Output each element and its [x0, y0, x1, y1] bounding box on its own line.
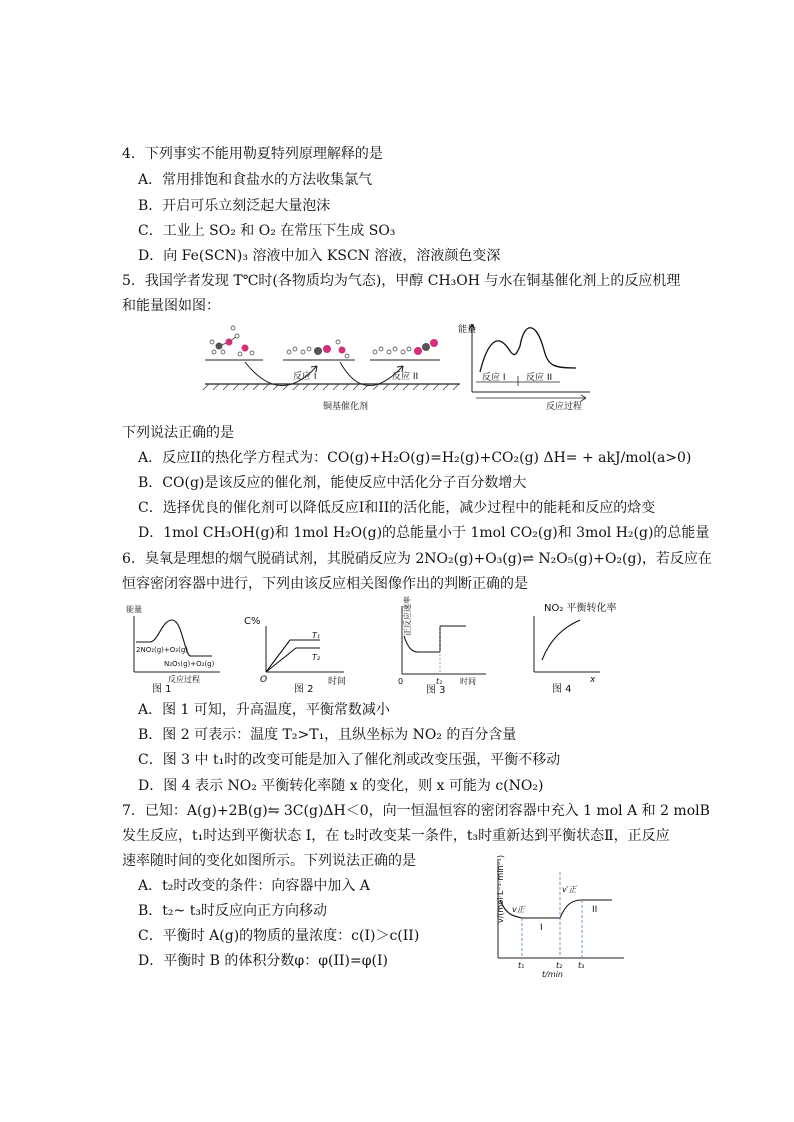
energy-curve: [480, 328, 576, 372]
q7-t3-label: t₃: [578, 961, 585, 970]
fig4-caption: 图 4: [552, 684, 572, 695]
q7-rate-state2: [560, 900, 612, 918]
fig3-t1-label: t₁: [436, 677, 443, 686]
fig4-curve: [542, 620, 580, 660]
reaction-progress-label: 反应过程: [546, 402, 583, 412]
fig1-ylabel: 能量: [126, 605, 142, 614]
molecule-methanol-water: [210, 326, 254, 356]
energy-step1-label: 反应 I: [482, 373, 506, 383]
q7-option-c: C．平衡时 A(g)的物质的量浓度：c(I)＞c(II): [138, 928, 420, 944]
q7-rate-figure: [478, 854, 628, 979]
fig2-ylabel: C%: [244, 616, 261, 627]
energy-step2-label: 反应 II: [526, 373, 553, 383]
q5-option-b: B．CO(g)是该反应的催化剂，能使反应中活化分子百分数增大: [138, 475, 527, 491]
fig4-title: NO₂ 平衡转化率: [544, 603, 617, 614]
step1-label: 反应 I: [293, 372, 317, 382]
fig3-origin: 0: [398, 677, 404, 686]
fig2-t2-label: T₂: [312, 653, 321, 662]
q7-rate-state1: [500, 900, 560, 918]
q7-option-b: B．t₂~ t₃时反应向正方向移动: [138, 903, 327, 919]
q5-option-d: D．1mol CH₃OH(g)和 1mol H₂O(g)的总能量小于 1mol CO₂(g)和 3mol H₂(g)的总能量: [138, 525, 710, 541]
fig3-caption: 图 3: [426, 685, 446, 696]
q6-stem-line1: 6．臭氧是理想的烟气脱硝试剂，其脱硝反应为 2NO₂(g)+O₃(g)⇌ N₂O₅(g)+O₂(g)，若反应在: [122, 551, 712, 567]
q7-t2-label: t₂: [556, 961, 563, 970]
q6-figure-1: [124, 602, 224, 694]
q4-option-a: A．常用排饱和食盐水的方法收集氯气: [138, 172, 373, 188]
fig1-xlabel: 反应过程: [168, 675, 200, 684]
fig2-t1-label: T₁: [312, 631, 321, 640]
q7-stem-line3: 速率随时间的变化如图所示。下列说法正确的是: [122, 853, 416, 869]
q5-stem-line2: 和能量图如图：: [122, 298, 220, 314]
fig2-caption: 图 2: [294, 684, 314, 695]
q5-option-a: A．反应II的热化学方程式为：CO(g)+H₂O(g)=H₂(g)+CO₂(g) ΔH= + akJ/mol(a>0): [138, 450, 692, 466]
fig3-ylabel: 正反应速率: [403, 596, 412, 636]
q7-v1-label: v正: [512, 905, 525, 914]
q6-option-a: A．图 1 可知，升高温度，平衡常数减小: [138, 702, 390, 718]
fig2-origin: O: [260, 675, 268, 685]
fig1-products: N₂O₅(g)+O₂(g): [164, 660, 215, 668]
q6-option-d: D．图 4 表示 NO₂ 平衡转化率随 x 的变化，则 x 可能为 c(NO₂): [138, 778, 544, 794]
q7-xlabel: t/min: [542, 970, 563, 979]
q7-state1-label: I: [540, 923, 543, 933]
q5-option-c: C．选择优良的催化剂可以降低反应I和II的活化能，减少过程中的能耗和反应的焓变: [138, 500, 656, 516]
molecule-products: [373, 339, 438, 355]
q6-stem-line2: 恒容密闭容器中进行，下列由该反应相关图像作出的判断正确的是: [122, 576, 528, 592]
catalyst-label: 铜基催化剂: [323, 402, 369, 412]
energy-axis-label: 能量: [458, 325, 477, 335]
surface-hatching: [203, 384, 459, 390]
q4-option-d: D．向 Fe(SCN)₃ 溶液中加入 KSCN 溶液，溶液颜色变深: [138, 248, 501, 264]
q6-figure-3: [382, 596, 492, 696]
fig4-xlabel: x: [590, 675, 596, 685]
q6-figure-4: [528, 600, 638, 694]
fig1-reactants: 2NO₂(g)+O₃(g): [136, 646, 188, 654]
q7-state2-label: II: [592, 905, 598, 915]
molecule-intermediate: [287, 340, 349, 358]
q6-option-b: B．图 2 可表示：温度 T₂>T₁，且纵坐标为 NO₂ 的百分含量: [138, 727, 517, 743]
q4-option-c: C．工业上 SO₂ 和 O₂ 在常压下生成 SO₃: [138, 223, 396, 239]
step2-label: 反应 II: [392, 372, 419, 382]
fig1-caption: 图 1: [152, 684, 172, 695]
q5-lead: 下列说法正确的是: [122, 425, 234, 441]
q7-option-a: A．t₂时改变的条件：向容器中加入 A: [138, 878, 370, 894]
q6-option-c: C．图 3 中 t₁时的改变可能是加入了催化剂或改变压强，平衡不移动: [138, 752, 561, 768]
q7-v2-label: v′正: [562, 885, 577, 894]
q7-t1-label: t₁: [518, 961, 525, 970]
fig3-rate-before: [404, 636, 440, 652]
q5-energy-figure: [458, 320, 593, 410]
q7-stem-line2: 发生反应，t₁时达到平衡状态 I，在 t₂时改变某一条件，t₃时重新达到平衡状态Ⅱ，正反应: [122, 828, 670, 844]
fig2-xlabel: 时间: [328, 677, 347, 687]
q5-stem-line1: 5．我国学者发现 T℃时(各物质均为气态)，甲醇 CH₃OH 与水在铜基催化剂上的反应机理: [122, 273, 681, 289]
q7-option-d: D．平衡时 B 的体积分数φ：φ(II)=φ(I): [138, 953, 388, 969]
q7-stem-line1: 7．已知：A(g)+2B(g)⇋ 3C(g)ΔH＜0，向一恒温恒容的密闭容器中充入 1 mol A 和 2 molB: [122, 803, 710, 819]
q4-option-b: B．开启可乐立刻泛起大量泡沫: [138, 198, 331, 214]
q6-figure-2: [240, 612, 350, 694]
q7-fig-ylabel: v/(mol·L⁻¹·min⁻¹): [496, 854, 505, 923]
fig3-xlabel: 时间: [460, 677, 476, 686]
q4-stem: 4．下列事实不能用勒夏特列原理解释的是: [122, 146, 383, 162]
q5-mechanism-figure: [205, 322, 460, 414]
